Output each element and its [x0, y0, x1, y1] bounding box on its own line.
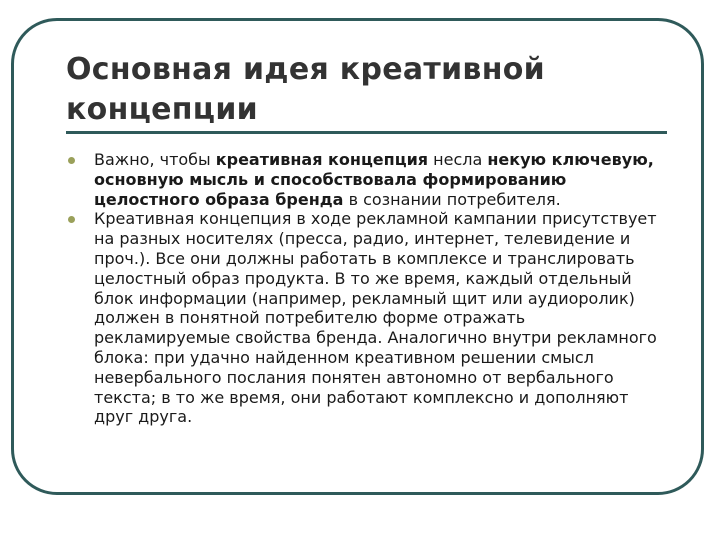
bullet-text-part: несла [428, 150, 488, 169]
bullet-text [94, 150, 666, 209]
slide-title: Основная идея креативной концепции [66, 52, 545, 127]
bullet-item [66, 150, 666, 209]
bullet-dot-icon [68, 157, 75, 164]
bullet-text-part: Важно, чтобы [94, 150, 216, 169]
bullet-text-part-bold: некую ключевую, основную мысль и способствовала формированию целостного образа бренда [94, 150, 654, 209]
bullet-item [66, 209, 666, 427]
title-divider [66, 131, 667, 134]
bullet-text-part: в сознании потребителя. [343, 189, 561, 209]
bullet-text-part-bold: креативная концепция [215, 150, 429, 169]
bullet-dot-icon [68, 216, 75, 223]
bullet-list [66, 150, 666, 427]
bullet-text: Креативная концепция в ходе рекламной кампании присутствует на разных носителях (пресса, радио, интернет, телевидение и проч.). Все они должны работать в комплексе и транслировать целостный образ продукта. В то же время, каждый отдельный блок информации (например, рекламный щит или аудиоролик) должен в понятной потребителю форме отражать рекламируемые свойства бренда. Аналогично внутри рекламного блока: при удачно найденном креативном решении смысл невербального послания понятен автономно от вербального текста; в то же время, они работают комплексно и дополняют друг друга. [94, 209, 657, 427]
